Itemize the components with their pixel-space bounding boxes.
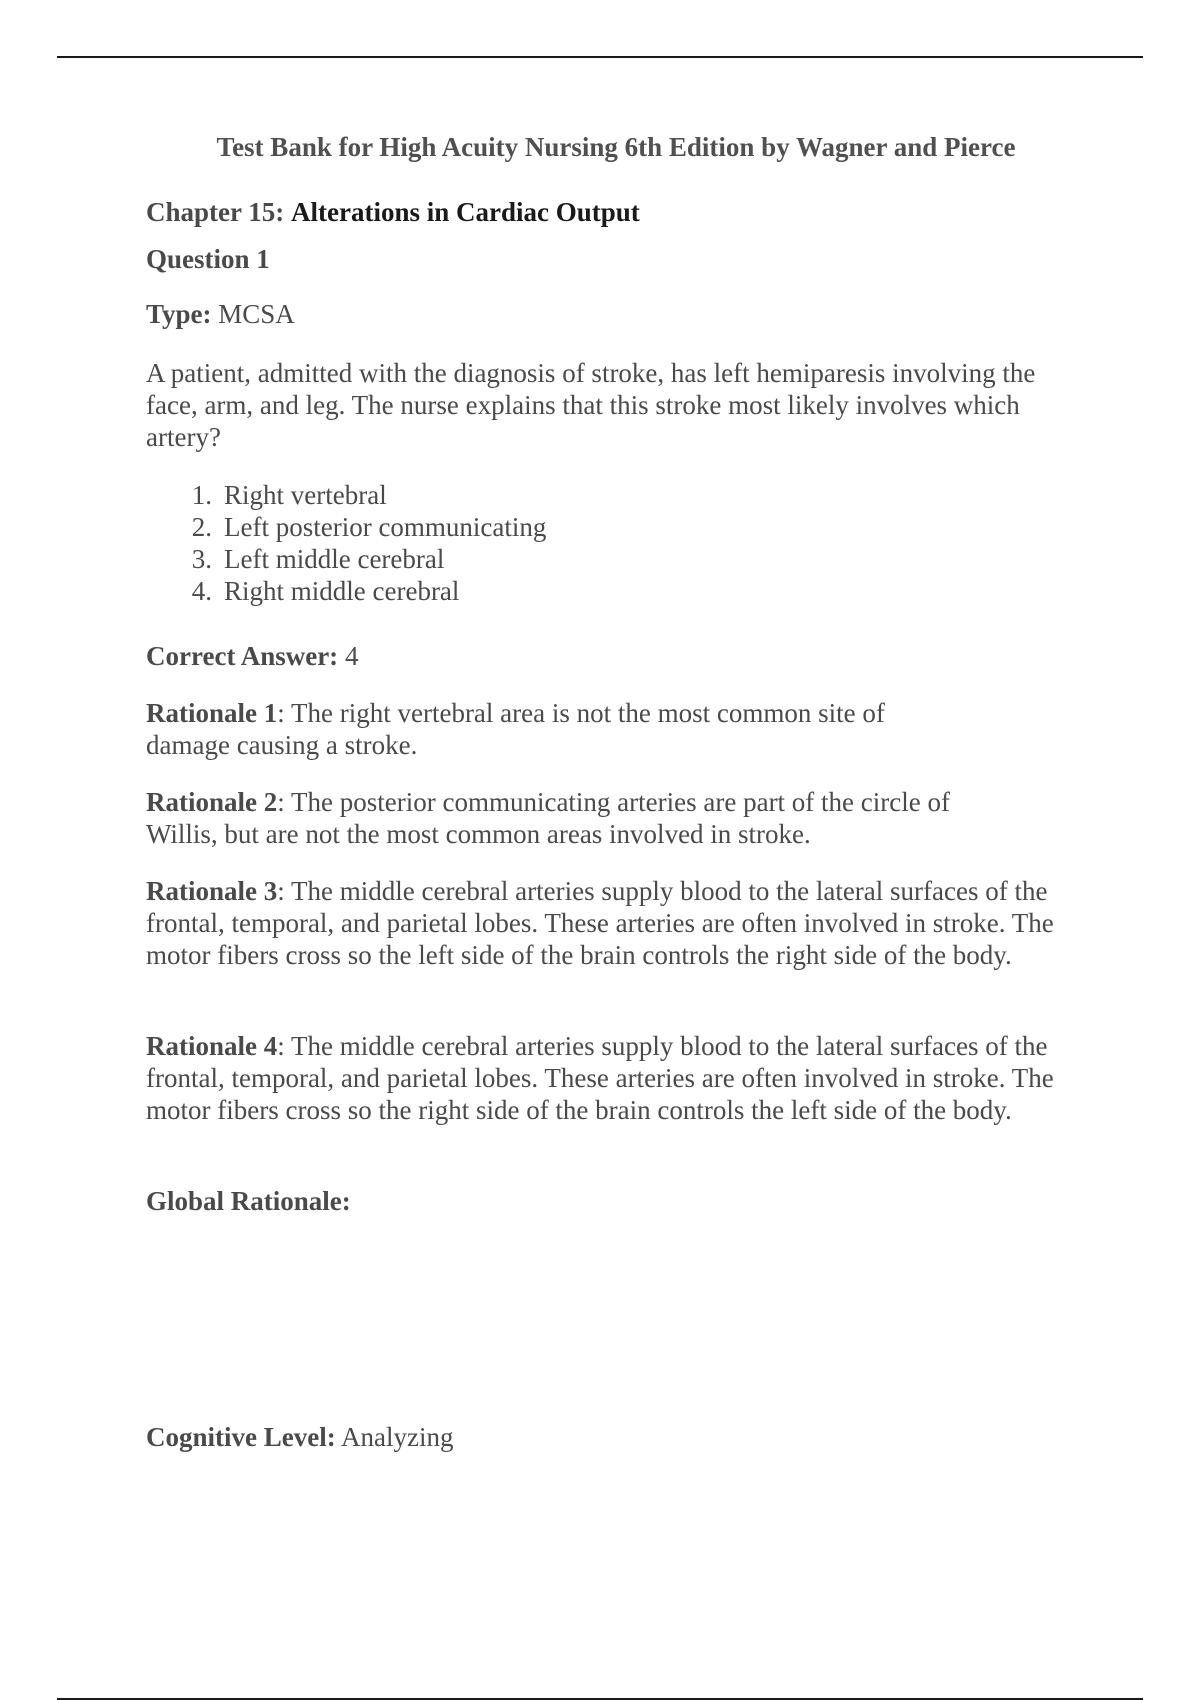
chapter-label: Chapter 15: [146, 197, 285, 227]
option-number: 3. [191, 544, 212, 574]
type-value: MCSA [218, 299, 295, 329]
answer-option [176, 511, 546, 543]
question-heading: Question 1 [146, 244, 270, 274]
option-text: Left posterior communicating [224, 512, 547, 542]
option-number: 4. [191, 576, 212, 606]
rationale-1 [146, 697, 936, 761]
rationale-label: Rationale 3 [146, 876, 278, 906]
rationale-label: Rationale 4 [146, 1031, 278, 1061]
cognitive-level-value: Analyzing [340, 1422, 454, 1452]
rationale-text: : The right vertebral area is not the most common site of damage causing a stroke. [146, 698, 885, 760]
answer-option [176, 479, 546, 511]
type-label: Type: [146, 299, 212, 329]
option-number: 2. [191, 512, 212, 542]
question-type [146, 298, 295, 330]
question-stem: A patient, admitted with the diagnosis of stroke, has left hemiparesis involving the face, arm, and leg. The nurse explains that this stroke most likely involves which artery? [146, 358, 1036, 452]
chapter-title: Alterations in Cardiac Output [291, 197, 640, 227]
option-text: Right vertebral [224, 480, 387, 510]
cognitive-level-label: Cognitive Level: [146, 1422, 336, 1452]
rationale-3 [146, 875, 1086, 971]
option-text: Right middle cerebral [224, 576, 460, 606]
global-rationale-heading: Global Rationale: [146, 1186, 351, 1216]
answer-options [176, 479, 546, 607]
rationale-2 [146, 786, 986, 850]
rationale-label: Rationale 2 [146, 787, 278, 817]
rationale-4 [146, 1030, 1086, 1126]
rationale-text: : The middle cerebral arteries supply blood to the lateral surfaces of the frontal, temporal, and parietal lobes. These arteries are often involved in stroke. The motor fibers cross so the right side of the brain controls the left side of the body. [146, 1031, 1054, 1125]
rationale-label: Rationale 1 [146, 698, 278, 728]
correct-answer-value: 4 [344, 641, 359, 671]
cognitive-level [146, 1421, 453, 1453]
answer-option [176, 543, 546, 575]
answer-option [176, 575, 546, 607]
document-title: Test Bank for High Acuity Nursing 6th Edition by Wagner and Pierce [216, 132, 1016, 162]
rationale-text: : The middle cerebral arteries supply blood to the lateral surfaces of the frontal, temporal, and parietal lobes. These arteries are often involved in stroke. The motor fibers cross so the left side of the brain controls the right side of the body. [146, 876, 1054, 970]
chapter-heading [146, 196, 640, 228]
top-rule [57, 56, 1143, 58]
option-number: 1. [191, 480, 212, 510]
correct-answer-label: Correct Answer: [146, 641, 339, 671]
option-text: Left middle cerebral [224, 544, 445, 574]
rationale-text: : The posterior communicating arteries are part of the circle of Willis, but are not the most common areas involved in stroke. [146, 787, 950, 849]
correct-answer [146, 640, 358, 672]
